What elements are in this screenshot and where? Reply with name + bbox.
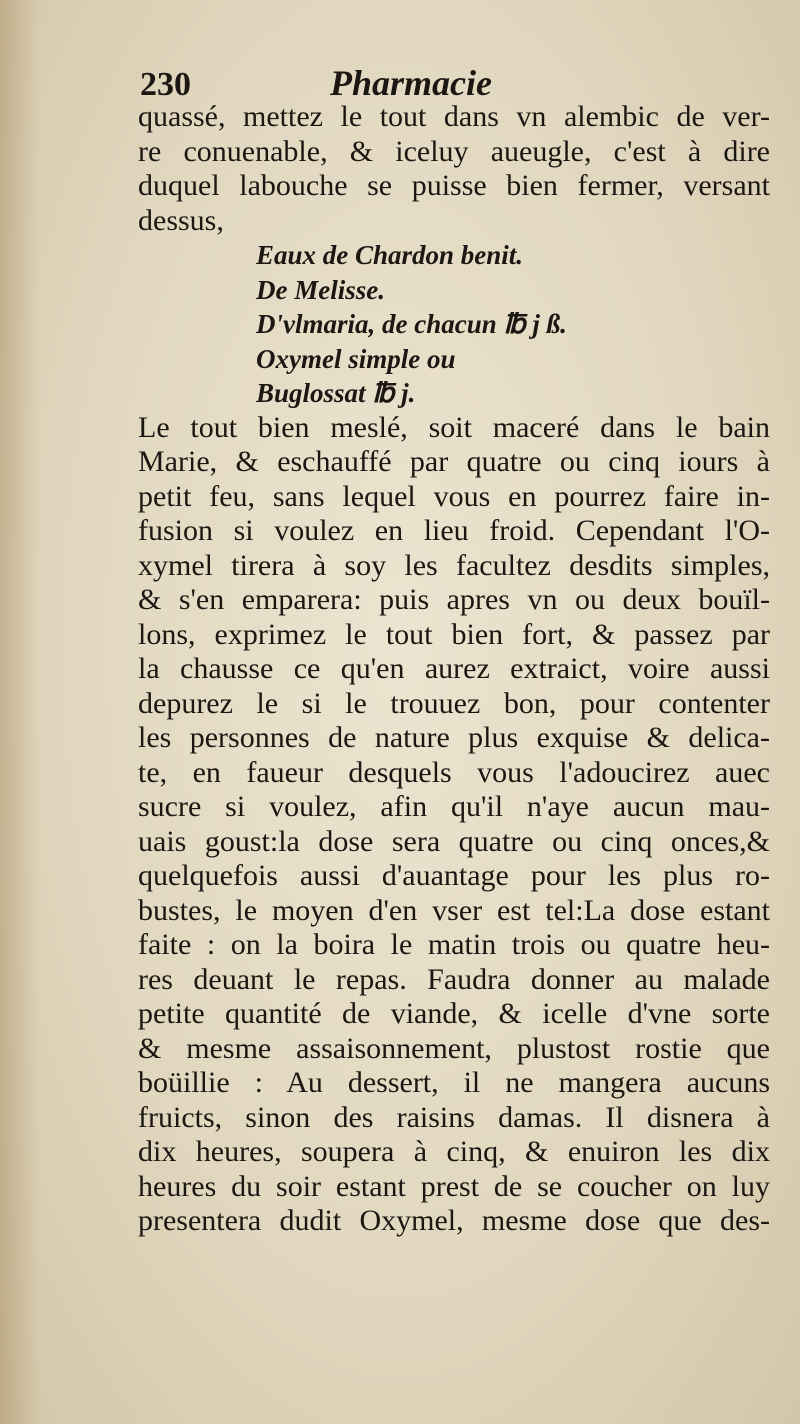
text-line: quelquefois aussi d'auantage pour les plus ro- bbox=[138, 859, 770, 892]
text-line: depurez le si le trouuez bon, pour contenter bbox=[138, 686, 770, 720]
text-line: presentera dudit Oxymel, mesme dose que des- bbox=[138, 1204, 770, 1237]
text-line: bustes, le moyen d'en vser est tel:La dose estant bbox=[138, 893, 770, 927]
text-line: boüillie : Au dessert, il ne mangera aucuns bbox=[138, 1066, 770, 1099]
text-line: la chausse ce qu'en aurez extraict, voire aussi bbox=[138, 652, 770, 685]
text-line: les personnes de nature plus exquise & delica- bbox=[138, 721, 770, 754]
text-line: Marie, & eschauffé par quatre ou cinq iours à bbox=[138, 445, 770, 478]
text-line: fusion si voulez en lieu froid. Cependant l'O- bbox=[138, 514, 770, 547]
text-line: te, en faueur desquels vous l'adoucirez auec bbox=[138, 755, 770, 789]
text-line: fruicts, sinon des raisins damas. Il disnera à bbox=[138, 1100, 770, 1134]
text-line: Le tout bien meslé, soit maceré dans le bain bbox=[138, 410, 770, 444]
text-line: petite quantité de viande, & icelle d'vne sorte bbox=[138, 997, 770, 1030]
text-line: res deuant le repas. Faudra donner au malade bbox=[138, 962, 770, 996]
ingredient-list bbox=[138, 238, 770, 411]
ingredient-line: Buglossat ℔ j. bbox=[256, 378, 416, 408]
text-line: petit feu, sans lequel vous en pourrez faire in- bbox=[138, 479, 770, 513]
text-line: lons, exprimez le tout bien fort, & passez par bbox=[138, 617, 770, 651]
text-line: dix heures, soupera à cinq, & enuiron les dix bbox=[138, 1135, 770, 1168]
text-line: faite : on la boira le matin trois ou quatre heu- bbox=[138, 928, 770, 961]
ingredient-line: Eaux de Chardon benit. bbox=[256, 240, 524, 270]
text-line: re conuenable, & iceluy aueugle, c'est à dire bbox=[138, 134, 770, 168]
text-line: uais goust:la dose sera quatre ou cinq onces,& bbox=[138, 824, 770, 858]
text-line: dessus, bbox=[138, 203, 224, 237]
text-line: & mesme assaisonnement, plustost rostie que bbox=[138, 1031, 770, 1065]
ingredient-line: Oxymel simple ou bbox=[256, 343, 456, 374]
text-line: duquel labouche se puisse bien fermer, versant bbox=[138, 169, 770, 202]
page-stain bbox=[0, 0, 40, 1424]
ingredient-line: De Melisse. bbox=[256, 274, 385, 305]
text-line: quassé, mettez le tout dans vn alembic de ver- bbox=[138, 100, 770, 133]
page-number: 230 bbox=[140, 66, 191, 103]
text-line: xymel tirera à soy les facultez desdits simples, bbox=[138, 548, 770, 582]
text-line: sucre si voulez, afin qu'il n'aye aucun mau- bbox=[138, 790, 770, 823]
body-text bbox=[138, 100, 770, 1239]
text-line: heures du soir estant prest de se coucher on luy bbox=[138, 1169, 770, 1203]
running-title: Pharmacie bbox=[330, 63, 492, 103]
text-line: & s'en emparera: puis apres vn ou deux bouïl- bbox=[138, 583, 770, 616]
ingredient-line: D'vlmaria, de chacun ℔ j ß. bbox=[256, 309, 567, 339]
